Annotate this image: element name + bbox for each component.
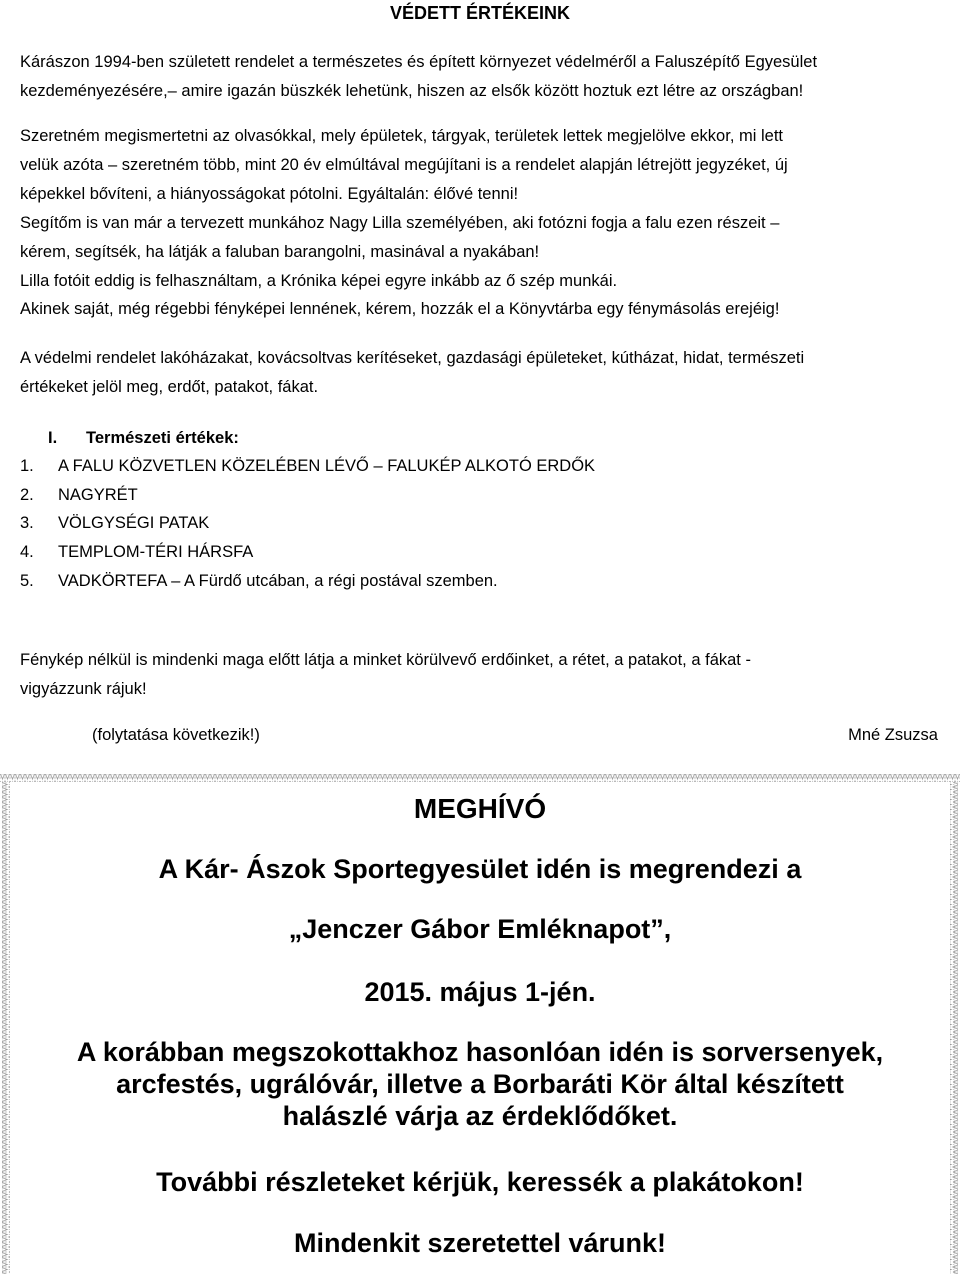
list-number: 3. [20,514,34,532]
list-text: VADKÖRTEFA – A Fürdő utcában, a régi postával szemben. [58,572,498,590]
paragraph-line: velük azóta – szeretném több, mint 20 év elmúltával megújítani is a rendelet alapján létrejött jegyzéket, új [20,155,788,174]
list-item [20,570,498,592]
details-line: arcfestés, ugrálóvár, illetve a Borbaráti Kör által készített [116,1069,844,1099]
paragraph-regulation [20,344,940,402]
list-text: TEMPLOM-TÉRI HÁRSFA [58,543,254,561]
list-number: 1. [20,457,34,475]
paragraph-line: Fénykép nélkül is mindenki maga előtt látja a minket körülvevő erdőinket, a rétet, a patakot, a fákat - [20,651,751,669]
invitation-organizer: A Kár- Ászok Sportegyesület idén is megrendezi a [158,854,802,884]
border-top [0,774,960,782]
list-number: 4. [20,543,34,561]
intro-line-2: kezdeményezésére,– amire igazán büszkék lehetünk, hiszen az elsők között hoztuk ezt létre az országban! [20,82,804,100]
paragraph-closing [20,646,940,704]
paragraph-line: Segítőm is van már a tervezett munkához Nagy Lilla személyében, aki fotózni fogja a falu ezen részeit – [20,214,780,232]
paragraph-line: értékeket jelöl meg, erdőt, patakot, fákat. [20,377,319,396]
paragraph-line: kérem, segítsék, ha látják a faluban barangolni, masinával a nyakában! [20,242,540,261]
border-left [2,782,10,1274]
list-text: NAGYRÉT [58,486,138,504]
list-item [20,455,595,477]
paragraph-line: Szeretném megismertetni az olvasókkal, mely épületek, tárgyak, területek lettek megjelölve ekkor, mi lett [20,127,783,145]
details-line: A korábban megszokottakhoz hasonlóan idén is sorversenyek, [76,1037,884,1067]
section-title: Természeti értékek: [86,429,239,447]
details-line: halászlé várja az érdeklődőket. [282,1101,678,1131]
section-number: I. [48,429,58,447]
paragraph-line: képekkel bővíteni, a hiányosságokat pótolni. Egyáltalán: élővé tenni! [20,184,519,203]
intro-line-1: Kárászon 1994-ben született rendelet a természetes és épített környezet védelméről a Faluszépítő Egyesület [20,53,818,71]
invitation-welcome: Mindenkit szeretettel várunk! [293,1228,667,1258]
invitation-title: MEGHÍVÓ [413,793,547,824]
paragraph-helper [20,209,940,324]
list-item [20,541,253,563]
list-text: A FALU KÖZVETLEN KÖZELÉBEN LÉVŐ – FALUKÉP ALKOTÓ ERDŐK [58,457,596,475]
list-item [20,484,138,506]
paragraph-plans [20,122,940,208]
list-number: 2. [20,486,34,504]
list-item [20,512,209,534]
continued-note: (folytatása következik!) [92,726,260,744]
invitation-event: „Jenczer Gábor Emléknapot”, [288,914,672,944]
author-signature: Mné Zsuzsa [848,726,938,744]
invitation-box [0,772,960,1274]
paragraph-line: Akinek saját, még régebbi fényképei lennének, kérem, hozzák el a Könyvtárba egy fénymásolás erejéig! [20,300,780,319]
article-title: VÉDETT ÉRTÉKEINK [389,3,571,23]
invitation-more-info: További részleteket kérjük, keressék a plakátokon! [156,1167,804,1197]
paragraph-line: Lilla fotóit eddig is felhasználtam, a Krónika képei egyre inkább az ő szép munkái. [20,271,618,290]
border-right [950,782,958,1274]
paragraph-line: vigyázzunk rájuk! [20,679,147,698]
list-text: VÖLGYSÉGI PATAK [58,514,210,532]
list-number: 5. [20,572,34,590]
paragraph-line: A védelmi rendelet lakóházakat, kovácsoltvas kerítéseket, gazdasági épületeket, kútházat, hidat, természeti [20,349,805,367]
invitation-date: 2015. május 1-jén. [364,977,596,1007]
section-heading [48,427,239,449]
invitation-details [20,1036,940,1132]
